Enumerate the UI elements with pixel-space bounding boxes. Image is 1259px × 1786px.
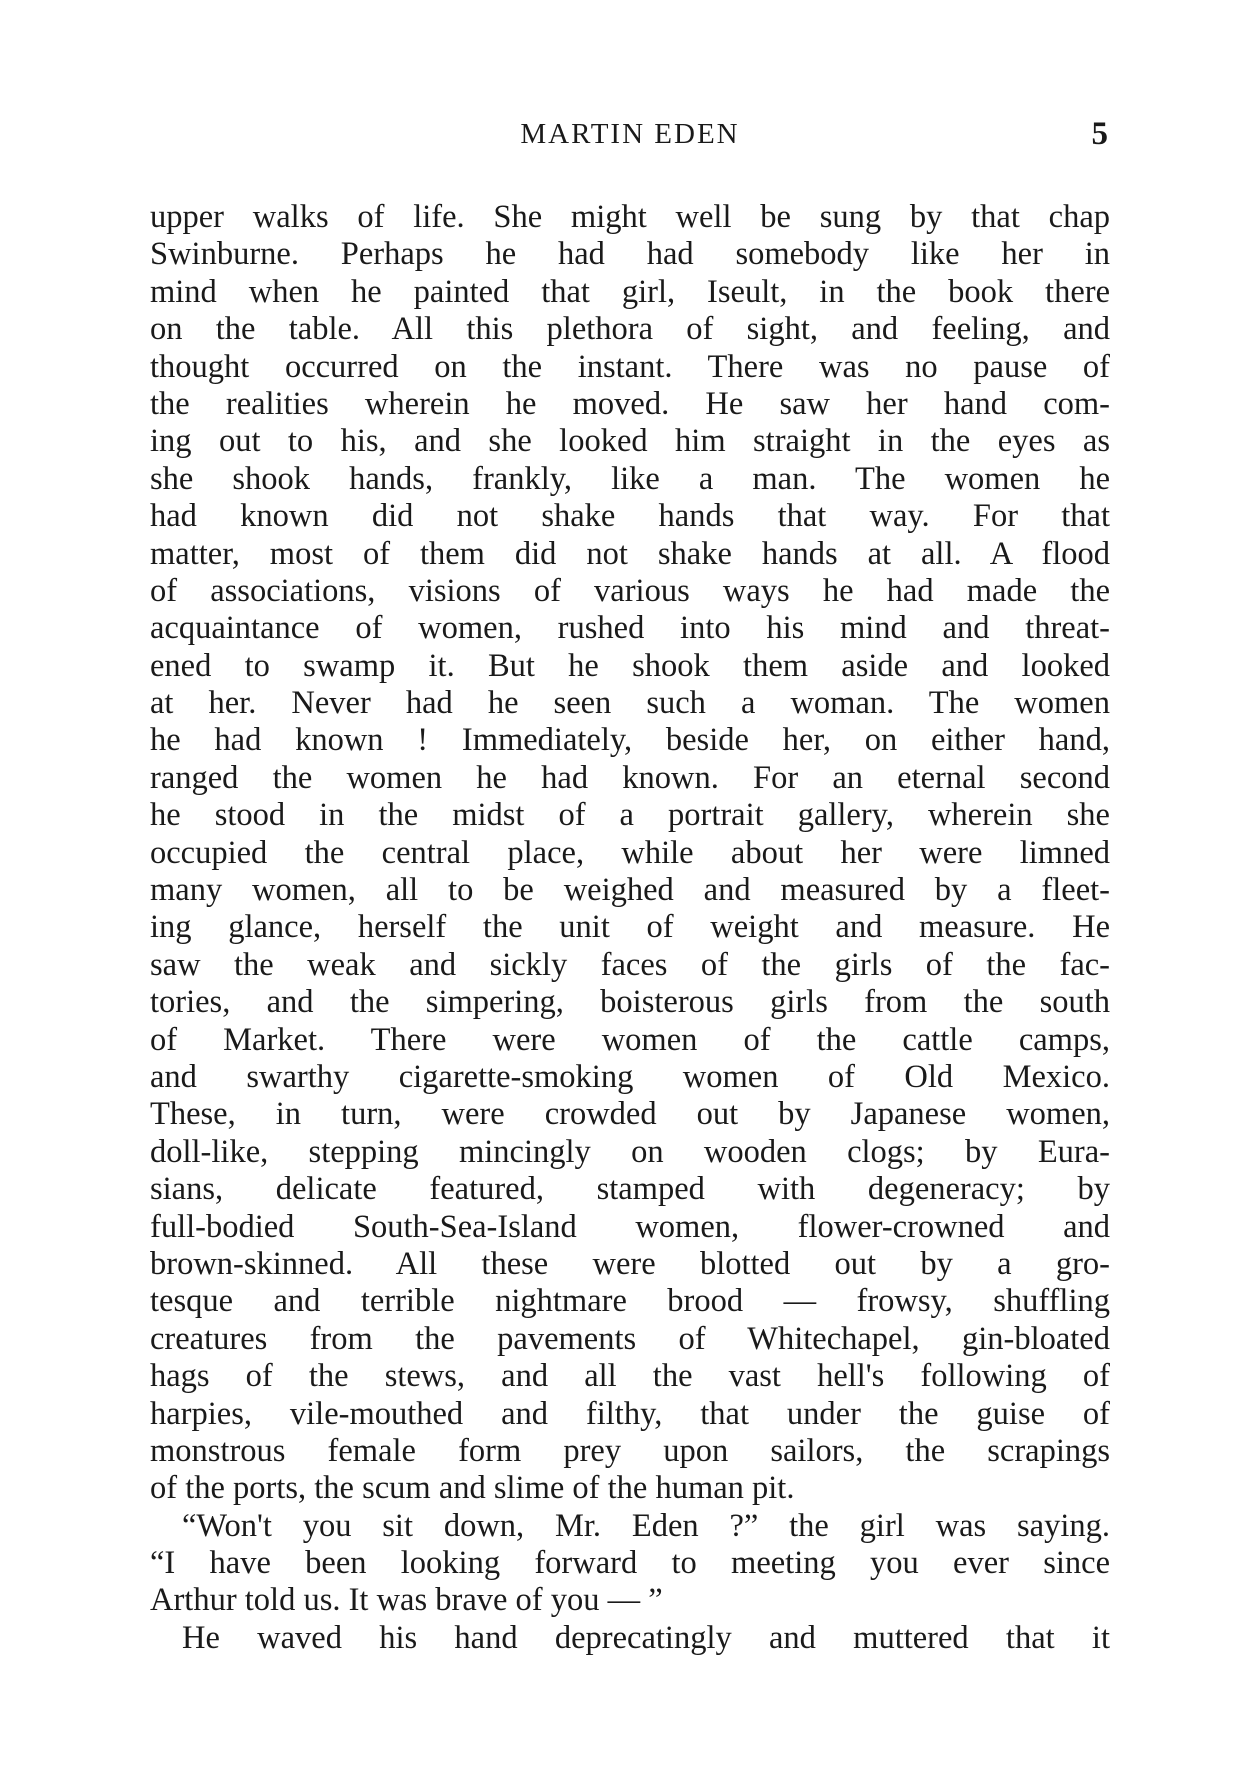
running-title: MARTIN EDEN [520, 118, 740, 150]
text-line: sians, delicate featured, stamped with degeneracy; by [150, 1171, 1110, 1208]
text-line: and swarthy cigarette-smoking women of Old Mexico. [150, 1058, 1110, 1095]
text-line: thought occurred on the instant. There was no pause of [150, 348, 1110, 385]
text-line: acquaintance of women, rushed into his mind and threat- [150, 610, 1110, 647]
text-line: He waved his hand deprecatingly and muttered that it [182, 1619, 1110, 1656]
text-line: upper walks of life. She might well be sung by that chap [150, 199, 1110, 235]
text-line: These, in turn, were crowded out by Japanese women, [150, 1096, 1110, 1133]
text-line: full-bodied South-Sea-Island women, flower-crowned and [150, 1208, 1110, 1245]
text-line: brown-skinned. All these were blotted out by a gro- [150, 1245, 1110, 1282]
text-line: of Market. There were women of the cattle camps, [150, 1021, 1110, 1058]
text-line: creatures from the pavements of Whitechapel, gin-bloated [150, 1320, 1110, 1357]
text-line: the realities wherein he moved. He saw her hand com- [150, 385, 1110, 422]
text-line: ranged the women he had known. For an eternal second [150, 759, 1110, 796]
text-line: matter, most of them did not shake hands at all. A flood [150, 535, 1110, 572]
text-line: at her. Never had he seen such a woman. The women [150, 685, 1110, 722]
paragraph-end-line: of the ports, the scum and slime of the human pit. [150, 1470, 795, 1507]
text-line: she shook hands, frankly, like a man. The women he [150, 460, 1110, 497]
text-line: many women, all to be weighed and measured by a fleet- [150, 872, 1110, 909]
text-line: harpies, vile-mouthed and filthy, that under the guise of [150, 1395, 1110, 1432]
text-line: hags of the stews, and all the vast hell's following of [150, 1358, 1110, 1395]
text-line: saw the weak and sickly faces of the girls of the fac- [150, 946, 1110, 983]
text-line: ing glance, herself the unit of weight and measure. He [150, 909, 1110, 946]
text-line: tories, and the simpering, boisterous girls from the south [150, 984, 1110, 1021]
text-line: had known did not shake hands that way. For that [150, 498, 1110, 535]
body-text [150, 199, 1110, 1657]
text-line: ened to swamp it. But he shook them aside and looked [150, 647, 1110, 684]
running-head [150, 118, 1110, 158]
text-line: of associations, visions of various ways he had made the [150, 572, 1110, 609]
text-line: he had known ! Immediately, beside her, on either hand, [150, 722, 1110, 759]
text-line: occupied the central place, while about her were limned [150, 834, 1110, 871]
text-line: Swinburne. Perhaps he had had somebody like her in [150, 236, 1110, 273]
page-number: 5 [1091, 116, 1108, 152]
dialogue-line: “I have been looking forward to meeting you ever since [150, 1545, 1110, 1582]
text-line: mind when he painted that girl, Iseult, in the book there [150, 273, 1110, 310]
text-line: he stood in the midst of a portrait gallery, wherein she [150, 797, 1110, 834]
dialogue-line: “Won't you sit down, Mr. Eden ?” the girl was saying. [182, 1507, 1110, 1544]
text-line: tesque and terrible nightmare brood — frowsy, shuffling [150, 1283, 1110, 1320]
paragraph-end-line: Arthur told us. It was brave of you — ” [150, 1582, 663, 1619]
text-line: doll-like, stepping mincingly on wooden clogs; by Eura- [150, 1133, 1110, 1170]
text-line: ing out to his, and she looked him straight in the eyes as [150, 423, 1110, 460]
text-line: monstrous female form prey upon sailors, the scrapings [150, 1432, 1110, 1469]
text-line: on the table. All this plethora of sight, and feeling, and [150, 311, 1110, 348]
